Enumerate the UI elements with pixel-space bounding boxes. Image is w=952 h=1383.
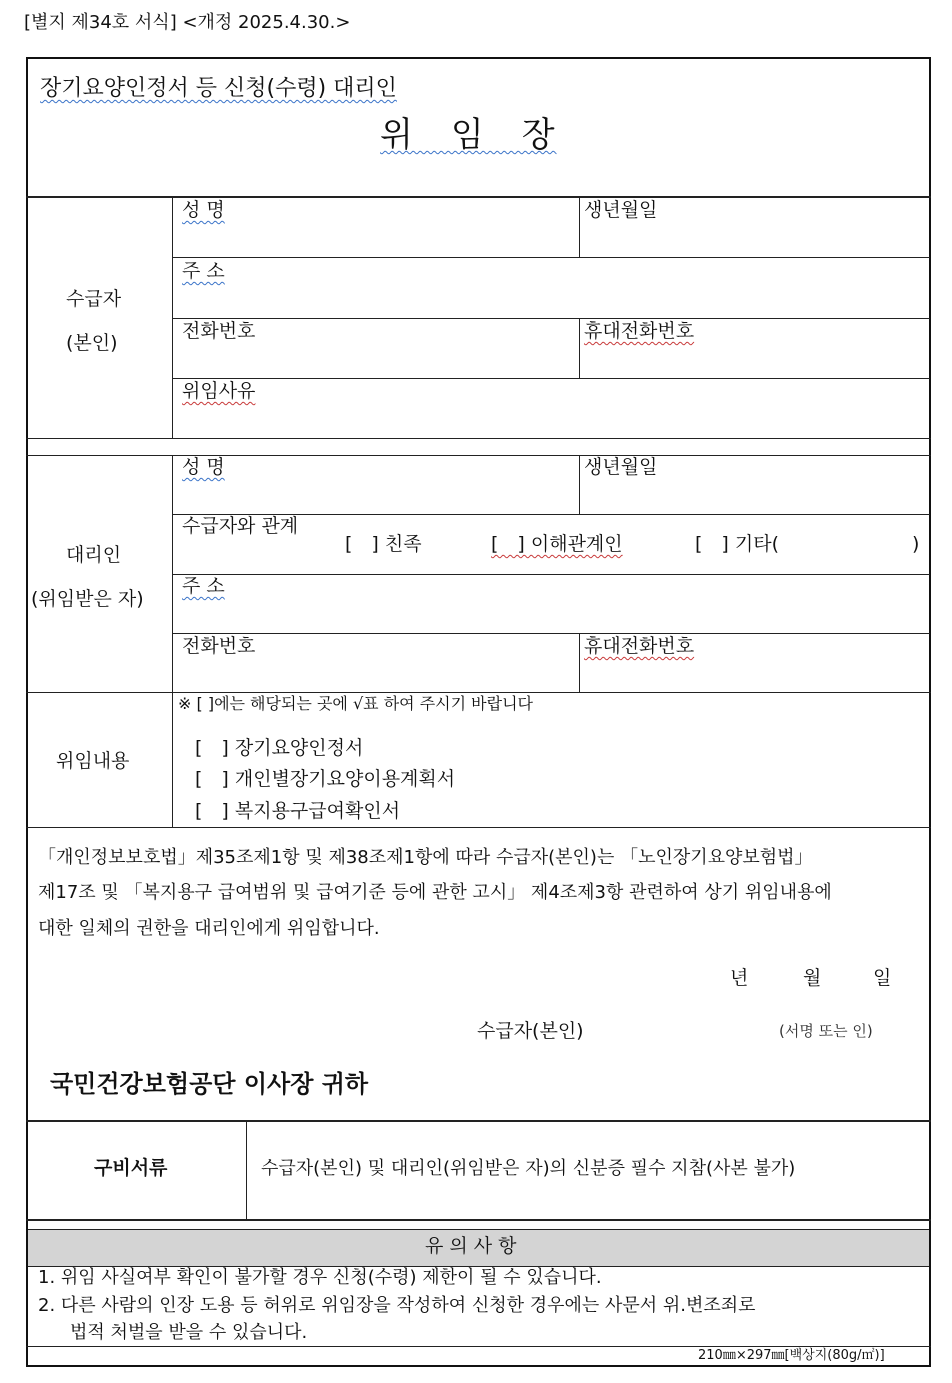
relation-family-checkbox[interactable]: [ ] 친족 xyxy=(345,533,422,555)
rule xyxy=(26,1346,931,1347)
sign-hint: (서명 또는 인) xyxy=(779,1022,873,1040)
rule xyxy=(172,378,930,379)
frame-top xyxy=(26,57,931,59)
rule xyxy=(579,633,580,692)
recipient-phone-field[interactable]: 전화번호 xyxy=(182,320,256,342)
rule xyxy=(26,692,931,693)
agent-birth-field[interactable]: 생년월일 xyxy=(584,456,658,478)
rule xyxy=(172,633,930,634)
rule xyxy=(26,455,931,456)
rule xyxy=(26,438,931,439)
form-id: [별지 제34호 서식] <개정 2025.4.30.> xyxy=(24,12,351,33)
signer-label: 수급자(본인) xyxy=(477,1020,584,1042)
notice-title: 유 의 사 항 xyxy=(425,1235,517,1257)
rule xyxy=(26,1120,931,1122)
documents-text: 수급자(본인) 및 대리인(위임받은 자)의 신분증 필수 지참(사본 불가) xyxy=(261,1158,796,1179)
rule xyxy=(579,196,580,258)
agent-relation-label: 수급자와 관계 xyxy=(182,515,299,537)
recipient-reason-field[interactable]: 위임사유 xyxy=(182,380,256,402)
agent-label: 대리인 xyxy=(66,544,122,566)
delegation-item-welfare-equipment[interactable]: [ ] 복지용구급여확인서 xyxy=(195,800,401,822)
form-subtitle: 장기요양인정서 등 신청(수령) 대리인 xyxy=(40,76,397,101)
recipient-col-divider xyxy=(172,196,173,438)
delegation-item-care-plan[interactable]: [ ] 개인별장기요양이용계획서 xyxy=(195,768,456,790)
form-title: 위 임 장 xyxy=(380,115,557,155)
documents-label: 구비서류 xyxy=(94,1157,168,1179)
delegation-col-divider xyxy=(172,692,173,827)
date-year: 년 xyxy=(730,967,749,989)
statement-line-1: 「개인정보보호법」제35조제1항 및 제38조제1항에 따라 수급자(본인)는 「노인장기요양보험법」 xyxy=(38,847,813,868)
notice-item-2: 2. 다른 사람의 인장 도용 등 허위로 위임장을 작성하여 신청한 경우에는 사문서 위.변조죄로 xyxy=(38,1295,756,1316)
rule xyxy=(579,318,580,379)
rule xyxy=(172,318,930,319)
frame-left xyxy=(26,57,28,1367)
relation-other-close: ) xyxy=(912,533,920,555)
delegation-item-ltc-certificate[interactable]: [ ] 장기요양인정서 xyxy=(195,737,364,759)
statement-line-3: 대한 일체의 권한을 대리인에게 위임합니다. xyxy=(38,918,380,939)
recipient-label: 수급자 xyxy=(66,288,122,310)
rule xyxy=(172,257,930,258)
rule xyxy=(172,574,930,575)
recipient-label-sub: (본인) xyxy=(66,332,118,354)
relation-interest-checkbox[interactable]: [ ] 이해관계인 xyxy=(491,533,623,555)
date-month: 월 xyxy=(803,967,822,989)
rule xyxy=(579,455,580,515)
paper-spec: 210㎜×297㎜[백상지(80g/㎡)] xyxy=(698,1348,885,1363)
agent-mobile-field[interactable]: 휴대전화번호 xyxy=(584,635,695,657)
recipient-mobile-field[interactable]: 휴대전화번호 xyxy=(584,320,695,342)
statement-line-2: 제17조 및 「복지용구 급여범위 및 급여기준 등에 관한 고시」 제4조제3항 관련하여 상기 위임내용에 xyxy=(38,882,832,903)
frame-bottom xyxy=(26,1365,931,1367)
addressee: 국민건강보험공단 이사장 귀하 xyxy=(50,1070,369,1098)
rule xyxy=(26,827,931,828)
delegation-label: 위임내용 xyxy=(56,750,130,772)
rule xyxy=(246,1120,247,1220)
frame-right xyxy=(929,57,931,1367)
agent-name-field[interactable]: 성 명 xyxy=(182,456,225,478)
agent-address-field[interactable]: 주 소 xyxy=(182,575,225,597)
recipient-birth-field[interactable]: 생년월일 xyxy=(584,199,658,221)
recipient-address-field[interactable]: 주 소 xyxy=(182,260,225,282)
notice-item-2-cont: 법적 처벌을 받을 수 있습니다. xyxy=(70,1322,308,1343)
notice-item-1: 1. 위임 사실여부 확인이 불가할 경우 신청(수령) 제한이 될 수 있습니다. xyxy=(38,1267,602,1288)
rule xyxy=(26,1219,931,1221)
header-divider xyxy=(26,196,931,198)
agent-label-sub: (위임받은 자) xyxy=(31,588,144,610)
relation-other-checkbox[interactable]: [ ] 기타( xyxy=(695,533,779,555)
recipient-name-field[interactable]: 성 명 xyxy=(182,199,225,221)
agent-phone-field[interactable]: 전화번호 xyxy=(182,635,256,657)
delegation-note: ※ [ ]에는 해당되는 곳에 √표 하여 주시기 바랍니다 xyxy=(178,694,533,713)
date-day: 일 xyxy=(873,967,892,989)
